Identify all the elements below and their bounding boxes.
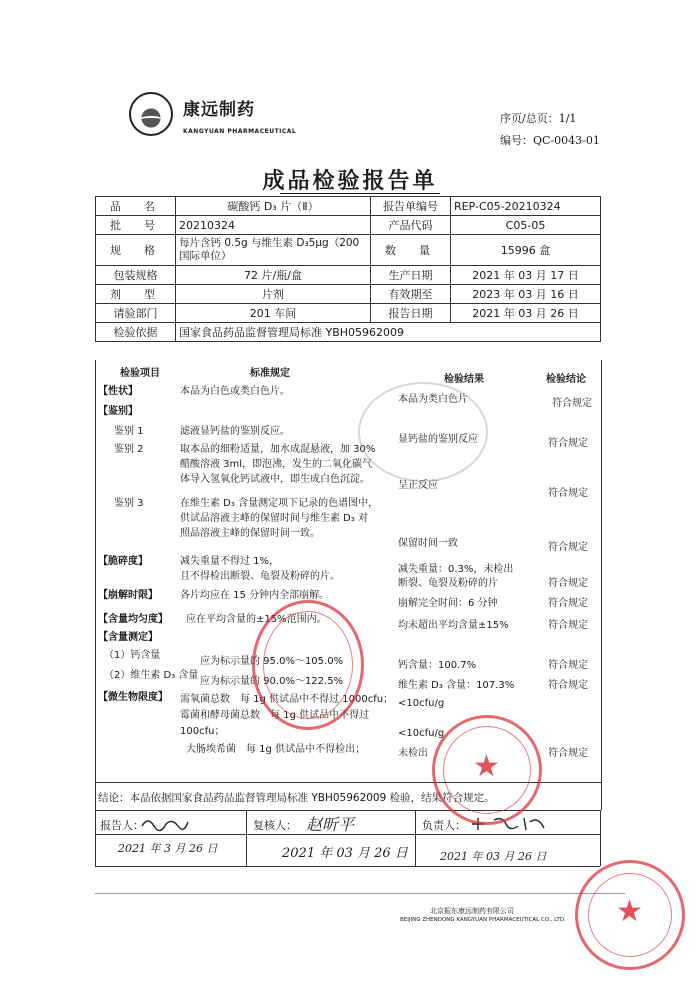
field-label: 有效期至 [371, 285, 451, 304]
test-item: 【鉴别】 [98, 406, 138, 417]
field-value: 201 车间 [176, 304, 371, 323]
test-standard: 照品溶液主峰的保留时间一致。 [180, 528, 320, 539]
test-standard: 醋酸溶液 3ml，即泡沸，发生的二氧化碳气 [180, 459, 373, 470]
divider [95, 866, 600, 867]
test-conclusion: 符合规定 [548, 680, 588, 691]
field-label: 报告日期 [371, 304, 451, 323]
table-row [96, 285, 601, 304]
test-standard: 100cfu； [180, 726, 225, 737]
test-result: 断裂、龟裂及粉碎的片 [398, 578, 498, 589]
reviewer-signature: 赵昕平 [306, 815, 355, 834]
reviewer-date: 2021 年 03 月 26 日 [282, 846, 408, 861]
test-standard: 在维生素 D₃ 含量测定项下记录的色谱图中， [180, 498, 379, 509]
field-value: 72 片/瓶/盒 [176, 266, 371, 285]
field-value: 碳酸钙 D₃ 片（Ⅱ） [176, 197, 371, 216]
field-label: 包装规格 [96, 266, 176, 285]
test-result: 减失重量：0.3%，未检出 [398, 564, 514, 575]
divider [415, 810, 416, 866]
field-label: 请验部门 [96, 304, 176, 323]
field-label: 剂 型 [96, 285, 176, 304]
page-title: 成品检验报告单 [262, 168, 438, 194]
test-result: 本品为类白色片 [398, 394, 468, 405]
field-value: 国家食品药品监督管理局标准 YBH05962009 [176, 323, 601, 342]
test-conclusion: 符合规定 [548, 438, 588, 449]
faint-stamp-icon [358, 382, 488, 482]
table-row [96, 216, 601, 235]
field-label: 报告单编号 [371, 197, 451, 216]
test-item: 【微生物限度】 [98, 692, 168, 703]
company-english-name: KANGYUAN PHARMACEUTICAL [183, 128, 297, 135]
test-item: 鉴别 2 [114, 444, 144, 455]
test-standard: 应在平均含量的±15%范围内。 [186, 614, 327, 625]
column-header-standard: 标准规定 [250, 368, 290, 379]
table-row [96, 304, 601, 323]
table-row [96, 266, 601, 285]
column-header-result: 检验结果 [444, 374, 484, 385]
field-label: 检验依据 [96, 323, 176, 342]
test-item: （2）维生素 D₃ 含量 [104, 670, 199, 681]
field-value: 每片含钙 0.5g 与维生素 D₃5μg（200 国际单位） [176, 235, 371, 266]
field-label: 批 号 [96, 216, 176, 235]
test-item: （1）钙含量 [104, 650, 161, 661]
test-conclusion: 符合规定 [552, 398, 592, 409]
test-conclusion: 符合规定 [548, 578, 588, 589]
reporter-label: 报告人： [100, 819, 144, 832]
column-header-conclusion: 检验结论 [546, 374, 586, 385]
manager-label: 负责人： [422, 819, 466, 832]
reporter-signature [140, 814, 190, 836]
test-conclusion: 符合规定 [548, 660, 588, 671]
quality-seal-icon [252, 600, 364, 730]
test-result: 均未超出平均含量±15% [398, 620, 509, 631]
field-value: C05-05 [451, 216, 601, 235]
footer-company-name: 北京振东康远制药有限公司 [430, 907, 514, 915]
test-item: 【性状】 [98, 386, 138, 397]
field-label: 品 名 [96, 197, 176, 216]
reporter-date: 2021 年 3 月 26 日 [118, 842, 218, 855]
field-value: 片剂 [176, 285, 371, 304]
test-standard: 需氧菌总数 每 1g 供试品中不得过 1000cfu； [180, 694, 394, 705]
field-label: 规 格 [96, 235, 176, 266]
divider [95, 810, 96, 866]
footer-divider [95, 893, 625, 894]
field-value: REP-C05-20210324 [451, 197, 601, 216]
test-standard: 本品为白色或类白色片。 [180, 386, 290, 397]
table-row [96, 197, 601, 216]
test-standard: 各片均应在 15 分钟内全部崩解。 [180, 590, 330, 601]
field-value: 2021 年 03 月 17 日 [451, 266, 601, 285]
company-seal-icon: ★ [432, 715, 542, 825]
company-name: 康远制药 [183, 100, 255, 120]
company-logo-icon [129, 92, 173, 136]
test-standard: 应为标示量的 95.0%～105.0% [200, 656, 344, 667]
field-value: 15996 盒 [451, 235, 601, 266]
test-item: 鉴别 1 [114, 426, 144, 437]
manager-date: 2021 年 03 月 26 日 [440, 850, 547, 863]
title-underline [280, 193, 440, 194]
test-standard: 滤液显钙盐的鉴别反应。 [180, 426, 290, 437]
field-value: 20210324 [176, 216, 371, 235]
product-info-table [95, 196, 601, 342]
test-standard: 霉菌和酵母菌总数 每 1g 供试品中不得过 [180, 710, 370, 721]
footer-company-english: BEIJING ZHENDONG KANGYUAN PHARMACEUTICAL CO., LTD. [400, 917, 566, 923]
test-item: 【含量均匀度】 [98, 614, 168, 625]
test-standard: 大肠埃希菌 每 1g 供试品中不得检出； [186, 744, 366, 755]
test-item: 【含量测定】 [98, 632, 158, 643]
test-result: 崩解完全时间：6 分钟 [398, 598, 498, 609]
column-header-item: 检验项目 [120, 368, 160, 379]
field-label: 数 量 [371, 235, 451, 266]
test-conclusion: 符合规定 [548, 748, 588, 759]
divider [600, 810, 601, 866]
test-standard: 应为标示量的 90.0%～122.5% [200, 676, 344, 687]
test-result: 钙含量：100.7% [398, 660, 477, 671]
test-result: <10cfu/g [398, 728, 445, 739]
test-conclusion: 符合规定 [548, 488, 588, 499]
test-standard: 减失重量不得过 1%， [180, 556, 280, 567]
conclusion-statement: 结论：本品依据国家食品药品监督管理局标准 YBH05962009 检验，结果符合规定。 [98, 792, 495, 804]
table-row [96, 323, 601, 342]
test-item: 【脆碎度】 [98, 556, 148, 567]
page-indicator: 序页/总页：1/1 [500, 112, 577, 125]
test-result: 未检出 [398, 748, 428, 759]
test-standard: 且不得检出断裂、龟裂及粉碎的片。 [180, 571, 340, 582]
test-conclusion: 符合规定 [548, 598, 588, 609]
test-standard: 体导入氢氧化钙试液中，即生成白色沉淀。 [180, 474, 370, 485]
test-standard: 供试品溶液主峰的保留时间与维生素 D₃ 对 [180, 513, 369, 524]
test-item: 【崩解时限】 [98, 590, 158, 601]
test-conclusion: 符合规定 [548, 620, 588, 631]
divider [246, 810, 247, 866]
test-result: 显钙盐的鉴别反应 [398, 434, 478, 445]
table-row [96, 235, 601, 266]
test-conclusion: 符合规定 [548, 542, 588, 553]
field-label: 生产日期 [371, 266, 451, 285]
field-value: 2023 年 03 月 16 日 [451, 285, 601, 304]
test-result: 维生素 D₃ 含量：107.3% [398, 680, 515, 691]
document-code: 编号：QC-0043-01 [500, 134, 600, 147]
test-item: 鉴别 3 [114, 498, 144, 509]
test-result: 呈正反应 [398, 480, 438, 491]
test-result: <10cfu/g [398, 698, 445, 709]
field-value: 2021 年 03 月 26 日 [451, 304, 601, 323]
reviewer-label: 复核人： [253, 819, 297, 832]
qa-seal-icon: ★ [575, 860, 685, 970]
field-label: 产品代码 [371, 216, 451, 235]
test-standard: 取本品的细粉适量，加水成混悬液，加 30% [180, 444, 376, 455]
test-result: 保留时间一致 [398, 538, 458, 549]
